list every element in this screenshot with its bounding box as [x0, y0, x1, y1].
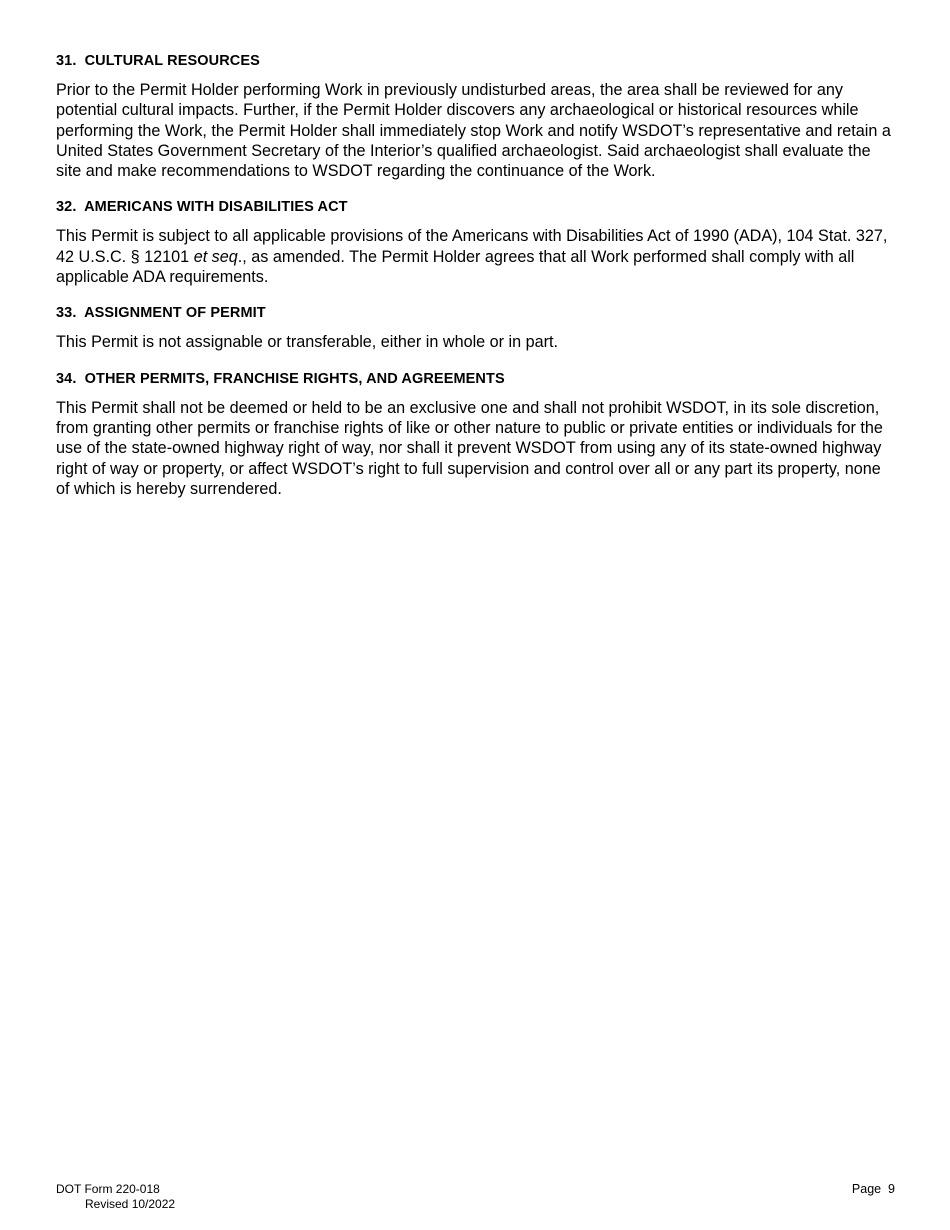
section-title: AMERICANS WITH DISABILITIES ACT	[84, 199, 348, 216]
section-number: 34.	[56, 370, 77, 387]
section-title: ASSIGNMENT OF PERMIT	[84, 305, 266, 322]
revised-date: Revised 10/2022	[85, 1196, 176, 1211]
footer-form-info	[56, 1182, 175, 1211]
section-heading	[56, 370, 896, 388]
section-body	[56, 226, 896, 287]
section-body: This Permit is not assignable or transferable, either in whole or in part.	[56, 333, 559, 352]
section-other-permits	[56, 370, 896, 499]
section-body: This Permit shall not be deemed or held to be an exclusive one and shall not prohibit WSDOT, in its sole discretion, from granting other permits or franchise rights of like or other nature to public or private entities or individuals for the use of the state-owned highway right of way, nor shall it prevent WSDOT from using any of its state-owned highway right of way or property, or affect WSDOT’s right to full supervision and control over all or any part its property, none of which is hereby surrendered.	[56, 398, 883, 498]
section-body: Prior to the Permit Holder performing Work in previously undisturbed areas, the area shall be reviewed for any potential cultural impacts. Further, if the Permit Holder discovers any archaeological or historical resources while performing the Work, the Permit Holder shall immediately stop Work and notify WSDOT’s representative and retain a United States Government Secretary of the Interior’s qualified archaeologist. Said archaeologist shall evaluate the site and make recommendations to WSDOT regarding the continuance of the Work.	[56, 81, 891, 181]
section-title: OTHER PERMITS, FRANCHISE RIGHTS, AND AGREEMENTS	[84, 370, 505, 387]
section-number: 33.	[56, 305, 77, 322]
section-heading	[56, 198, 896, 216]
section-americans-with-disabilities-act	[56, 198, 896, 287]
section-assignment-of-permit	[56, 304, 896, 352]
page-number: Page 9	[851, 1182, 895, 1196]
section-number: 32.	[56, 199, 77, 216]
section-heading	[56, 52, 896, 70]
section-title: CULTURAL RESOURCES	[84, 53, 260, 69]
section-cultural-resources	[56, 52, 896, 181]
section-body-text: This Permit is subject to all applicable provisions of the Americans with Disabilities Act of 1990 (ADA), 104 Stat. 327, 42 U.S.C. § 12101	[56, 227, 888, 266]
document-body	[56, 52, 896, 516]
section-number: 31.	[56, 53, 77, 69]
section-body-text: ., as amended. The Permit Holder agrees that all Work performed shall comply with all applicable ADA requirements.	[56, 247, 855, 287]
section-heading	[56, 304, 896, 322]
section-body-italic: et seq	[193, 247, 238, 266]
form-number: DOT Form 220-018	[56, 1182, 160, 1196]
